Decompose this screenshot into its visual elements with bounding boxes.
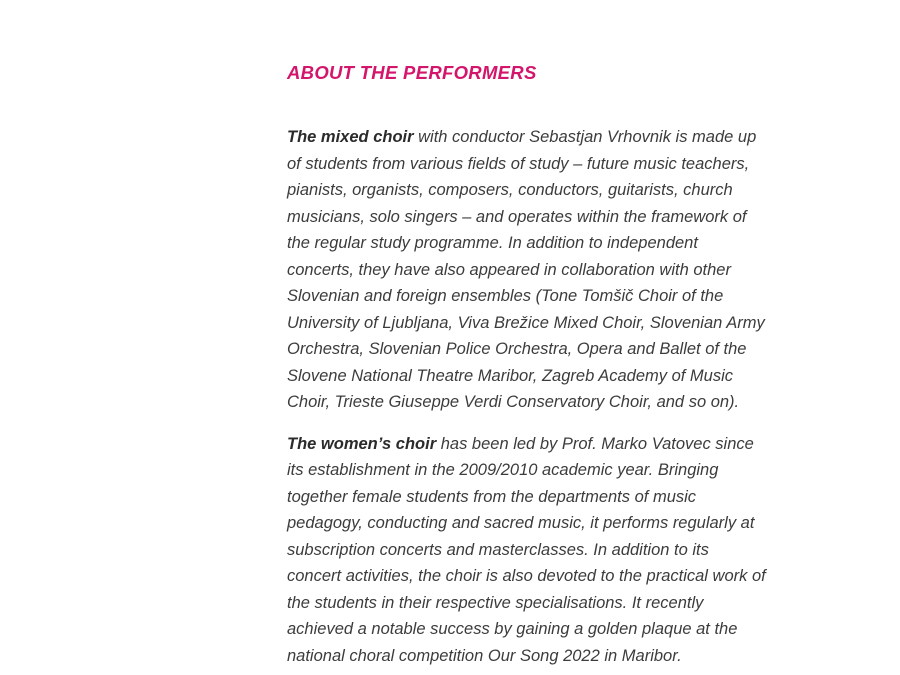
paragraph-mixed-choir	[287, 124, 767, 416]
paragraph-womens-choir	[287, 431, 767, 670]
paragraph-text: with conductor Sebastjan Vrhovnik is made up of students from various fields of study – future music teachers, pianists, organists, composers, conductors, guitarists, church musicians, solo singers – and operates within the framework of the regular study programme. In addition to independent concerts, they have also appeared in collaboration with other Slovenian and foreign ensembles (Tone Tomšič Choir of the University of Ljubljana, Viva Brežice Mixed Choir, Slovenian Army Orchestra, Slovenian Police Orchestra, Opera and Ballet of the Slovene National Theatre Maribor, Zagreb Academy of Music Choir, Trieste Giuseppe Verdi Conservatory Choir, and so on).	[287, 128, 765, 411]
paragraph-text: has been led by Prof. Marko Vatovec since its establishment in the 2009/2010 academic year. Bringing together female students from the departments of music pedagogy, conducting and sacred music, it performs regularly at subscription concerts and masterclasses. In addition to its concert activities, the choir is also devoted to the practical work of the students in their respective specialisations. It recently achieved a notable success by gaining a golden plaque at the national choral competition Our Song 2022 in Maribor.	[287, 434, 766, 665]
paragraph-lead: The women’s choir	[287, 434, 437, 453]
about-performers-section	[287, 62, 767, 669]
paragraph-lead: The mixed choir	[287, 128, 414, 146]
page-title: ABOUT THE PERFORMERS	[287, 62, 537, 83]
